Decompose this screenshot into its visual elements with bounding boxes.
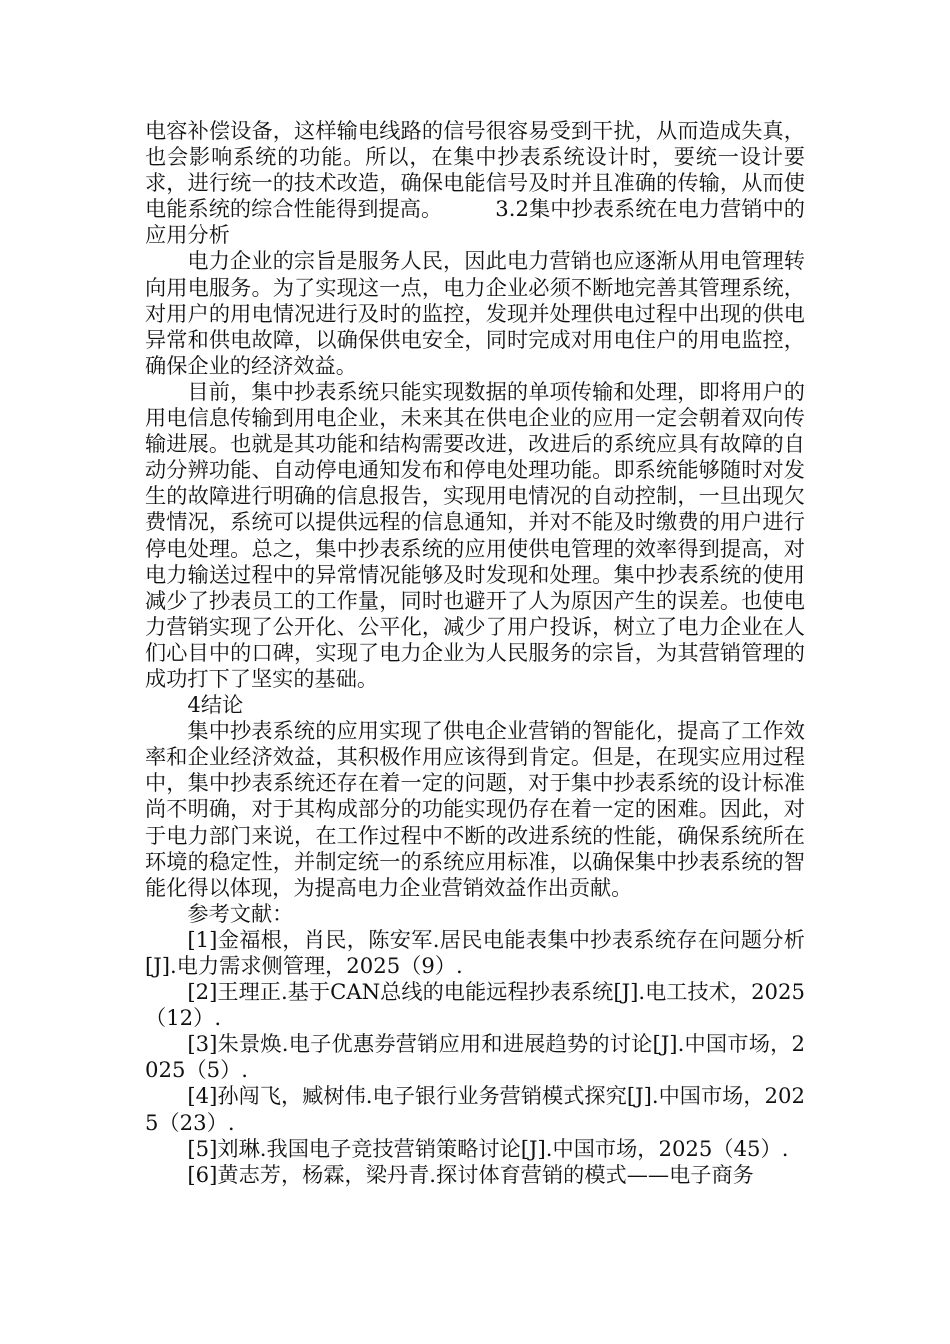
body-paragraph-2: 电力企业的宗旨是服务人民，因此电力营销也应逐渐从用电管理转向用电服务。为了实现这一点，电力企业必须不断地完善其管理系统，对用户的用电情况进行及时的监控，发现并处理供电过程中出现的供电异常和供电故障，以确保供电安全，同时完成对用电住户的用电监控，确保企业的经济效益。 xyxy=(145,248,805,378)
reference-item-6: [6]黄志芳，杨霖，梁丹青.探讨体育营销的模式——电子商务 xyxy=(187,1161,754,1187)
reference-item-1: [1]金福根，肖民，陈安军.居民电能表集中抄表系统存在问题分析[J].电力需求侧管理，2025（9）. xyxy=(145,926,805,978)
reference-item-3: [3]朱景焕.电子优惠券营销应用和进展趋势的讨论[J].中国市场，2025（5）. xyxy=(145,1031,805,1083)
body-paragraph-3: 目前，集中抄表系统只能实现数据的单项传输和处理，即将用户的用电信息传输到用电企业，未来其在供电企业的应用一定会朝着双向传输进展。也就是其功能和结构需要改进，改进后的系统应具有故障的自动分辨功能、自动停电通知发布和停电处理功能。即系统能够随时对发生的故障进行明确的信息报告，实现用电情况的自动控制，一旦出现欠费情况，系统可以提供远程的信息通知，并对不能及时缴费的用户进行停电处理。总之，集中抄表系统的应用使供电管理的效率得到提高，对电力输送过程中的异常情况能够及时发现和处理。集中抄表系统的使用减少了抄表员工的工作量，同时也避开了人为原因产生的误差。也使电力营销实现了公开化、公平化，减少了用户投诉，树立了电力企业在人们心目中的口碑，实现了电力企业为人民服务的宗旨，为其营销管理的成功打下了坚实的基础。 xyxy=(145,378,805,691)
section-heading-conclusion: 4结论 xyxy=(187,692,244,718)
body-paragraph-4: 集中抄表系统的应用实现了供电企业营销的智能化，提高了工作效率和企业经济效益，其积极作用应该得到肯定。但是，在现实应用过程中，集中抄表系统还存在着一定的问题，对于集中抄表系统的设计标准尚不明确，对于其构成部分的功能实现仍存在着一定的困难。因此，对于电力部门来说，在工作过程中不断的改进系统的性能，确保系统所在环境的稳定性，并制定统一的系统应用标准，以确保集中抄表系统的智能化得以体现，为提高电力企业营销效益作出贡献。 xyxy=(145,718,805,900)
references-heading: 参考文献： xyxy=(187,900,294,926)
reference-item-4: [4]孙闯飞，臧树伟.电子银行业务营销模式探究[J].中国市场，2025（23）. xyxy=(145,1083,805,1135)
reference-item-2: [2]王理正.基于CAN总线的电能远程抄表系统[J].电工技术，2025（12）. xyxy=(145,979,805,1031)
document-page xyxy=(145,118,805,1188)
body-paragraph-1: 电容补偿设备，这样输电线路的信号很容易受到干扰，从而造成失真，也会影响系统的功能。所以，在集中抄表系统设计时，要统一设计要求，进行统一的技术改造，确保电能信号及时并且准确的传输，从而使电能系统的综合性能得到提高。 3.2集中抄表系统在电力营销中的应用分析 xyxy=(145,118,805,248)
reference-item-5: [5]刘琳.我国电子竞技营销策略讨论[J].中国市场，2025（45）. xyxy=(187,1135,789,1161)
